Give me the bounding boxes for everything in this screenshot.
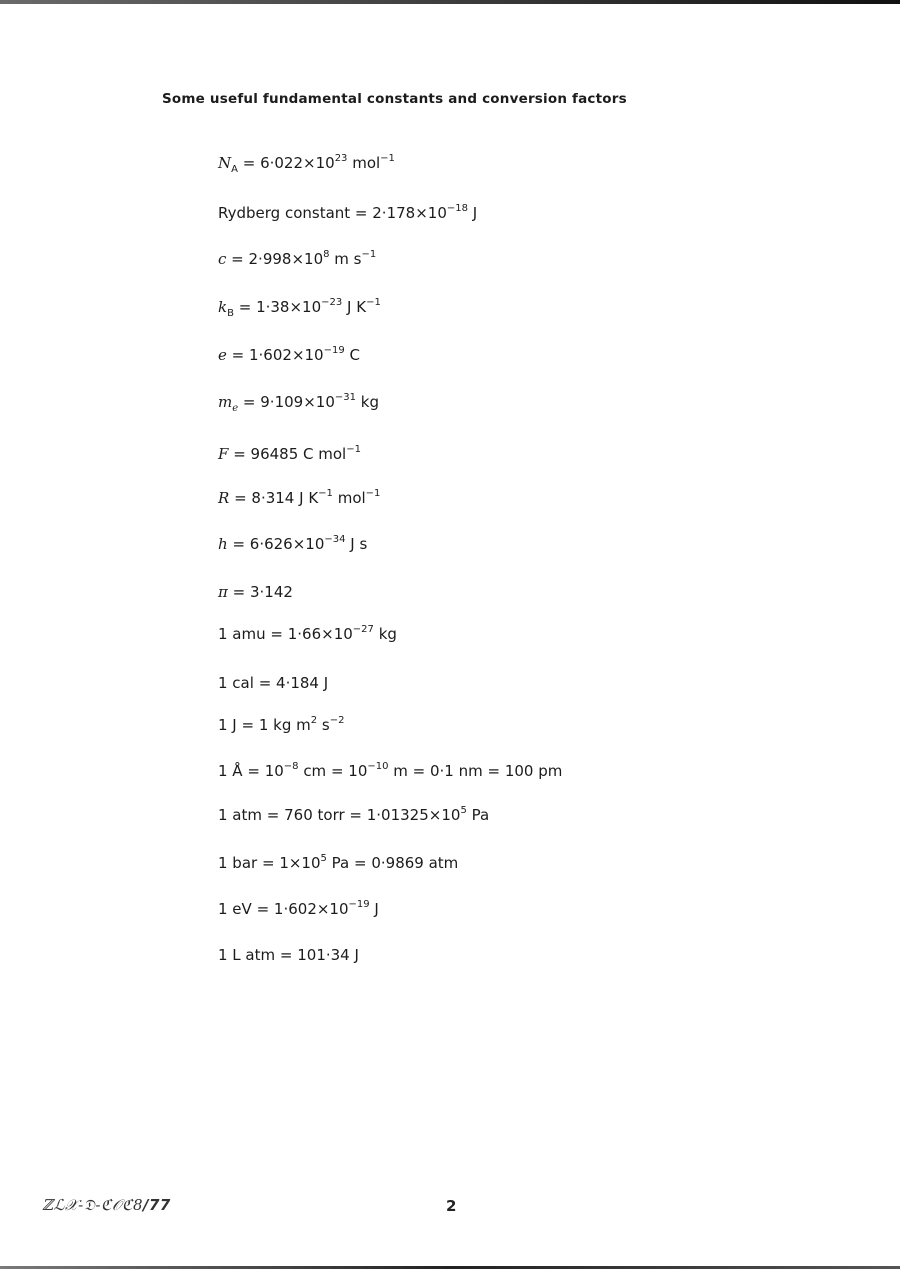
constant-row: Rydberg constant = $2\cdot 178\times 10^{-18}$ J [218, 203, 478, 222]
constant-row: 1 eV = $1\cdot 602\times 10^{-19}$ J [218, 899, 379, 918]
constant-row: 1 bar = $1\times 10^5$ Pa = 0·9869 atm [218, 853, 459, 872]
paper-code: ℤℒ𝒳-𝔇-ℭ𝒪ℭ8/77 [42, 1196, 171, 1214]
scan-edge-bottom [0, 1266, 900, 1269]
page-title: Some useful fundamental constants and conversion factors [162, 91, 627, 107]
constant-row: $k_B = 1\cdot 38\times 10^{-23}$ J $K^{-1}$ [218, 297, 381, 319]
page-number: 2 [446, 1197, 457, 1215]
constant-row: 1 J = 1 kg $m^2$ $s^{-2}$ [218, 715, 345, 734]
scan-edge-top [0, 0, 900, 4]
constant-row: 1 Å = $10^{-8}$ cm = $10^{-10}$ m = 0·1 nm = 100 pm [218, 761, 563, 780]
constant-row: $h = 6\cdot 626\times 10^{-34}$ J s [218, 534, 368, 553]
constant-row: R = 8·314 J $K^{-1}$ mol$^{-1}$ [218, 488, 381, 507]
constant-row: π = 3·142 [218, 583, 293, 601]
constant-row: 1 L atm = 101·34 J [218, 946, 359, 964]
constant-row: $m_e = 9\cdot 109\times 10^{-31}$ kg [218, 392, 379, 414]
constant-row: F = 96485 C mol$^{-1}$ [218, 444, 361, 463]
constant-row: $c = 2\cdot 998\times 10^8$ m $s^{-1}$ [218, 249, 377, 268]
constant-row: $e = 1\cdot 602\times 10^{-19}$ C [218, 345, 360, 364]
constant-row: $N_A = 6\cdot 022\times 10^{23}$ mol$^{-1}$ [218, 153, 395, 175]
constant-row: 1 cal = 4·184 J [218, 674, 329, 692]
constant-row: 1 atm = 760 torr = $1\cdot 01325\times 10^5$ Pa [218, 805, 490, 824]
constant-row: 1 amu = $1\cdot 66\times 10^{-27}$ kg [218, 624, 397, 643]
